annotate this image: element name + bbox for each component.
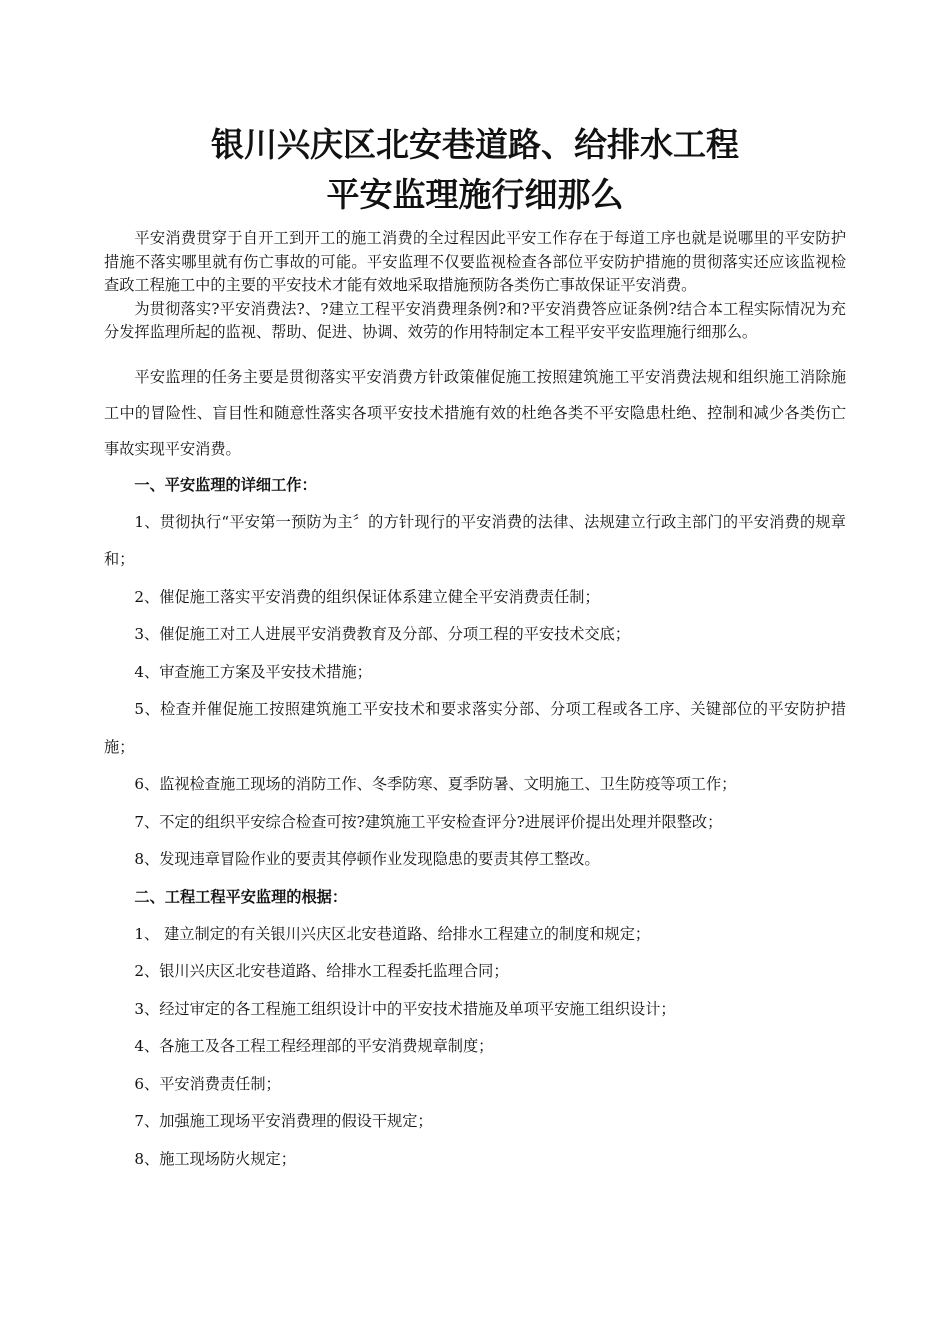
task-paragraph: 平安监理的任务主要是贯彻落实平安消费方针政策催促施工按照建筑施工平安消费法规和组织施工消除施工中的冒险性、盲目性和随意性落实各项平安技术措施有效的杜绝各类不平安隐患杜绝、控制和减少各类伤亡事故实现平安消费。	[104, 367, 846, 458]
list-item: 5、检查并催促施工按照建筑施工平安技术和要求落实分部、分项工程或各工序、关键部位的平安防护措施；	[104, 700, 846, 756]
document-page	[104, 120, 846, 1178]
section-2-heading: 二、工程工程平安监理的根据：	[134, 887, 348, 906]
list-item: 1、 建立制定的有关银川兴庆区北安巷道路、给排水工程建立的制度和规定；	[134, 924, 651, 943]
list-item: 2、催促施工落实平安消费的组织保证体系建立健全平安消费责任制；	[134, 587, 600, 606]
intro-paragraph-2: 为贯彻落实?平安消费法?、?建立工程平安消费理条例?和?平安消费答应证条例?结合本工程实际情况为充分发挥监理所起的监视、帮助、促进、协调、效劳的作用特制定本工程平安平安监理施行细那么。	[104, 299, 846, 341]
list-item: 6、监视检查施工现场的消防工作、冬季防寒、夏季防暑、文明施工、卫生防疫等项工作；	[134, 775, 737, 793]
list-item: 3、催促施工对工人进展平安消费教育及分部、分项工程的平安技术交底；	[134, 625, 631, 643]
list-item: 7、加强施工现场平安消费理的假设干规定；	[134, 1112, 433, 1130]
list-item: 3、经过审定的各工程施工组织设计中的平安技术措施及单项平安施工组织设计；	[134, 999, 676, 1018]
list-item: 4、各施工及各工程工程经理部的平安消费规章制度；	[134, 1037, 494, 1055]
title-line-1: 银川兴庆区北安巷道路、给排水工程	[211, 125, 739, 164]
list-item: 4、审查施工方案及平安技术措施；	[134, 662, 372, 681]
title-line-2: 平安监理施行细那么	[326, 175, 624, 214]
intro-section	[104, 227, 846, 345]
list-item: 2、银川兴庆区北安巷道路、给排水工程委托监理合同；	[134, 962, 509, 980]
section-2	[104, 879, 846, 1179]
list-item: 7、不定的组织平安综合检查可按?建筑施工平安检查评分?进展评价提出处理并限整改；	[134, 812, 723, 831]
list-item: 1、贯彻执行“平安第一预防为主〞的方针现行的平安消费的法律、法规建立行政主部门的平安消费的规章和；	[104, 512, 846, 568]
list-item: 8、施工现场防火规定；	[134, 1149, 296, 1168]
document-title	[104, 120, 846, 220]
intro-paragraph-1: 平安消费贯穿于自开工到开工的施工消费的全过程因此平安工作存在于每道工序也就是说哪里的平安防护措施不落实哪里就有伤亡事故的可能。平安监理不仅要监视检查各部位平安防护措施的贯彻落实还应该监视检查政工程施工中的主要的平安技术才能有效地采取措施预防各类伤亡事故保证平安消费。	[104, 229, 846, 294]
list-item: 6、平安消费责任制；	[134, 1074, 281, 1093]
section-1	[104, 467, 846, 879]
section-1-heading: 一、平安监理的详细工作：	[134, 475, 317, 494]
list-item: 8、发现违章冒险作业的要责其停顿作业发现隐患的要责其停工整改。	[134, 850, 600, 868]
